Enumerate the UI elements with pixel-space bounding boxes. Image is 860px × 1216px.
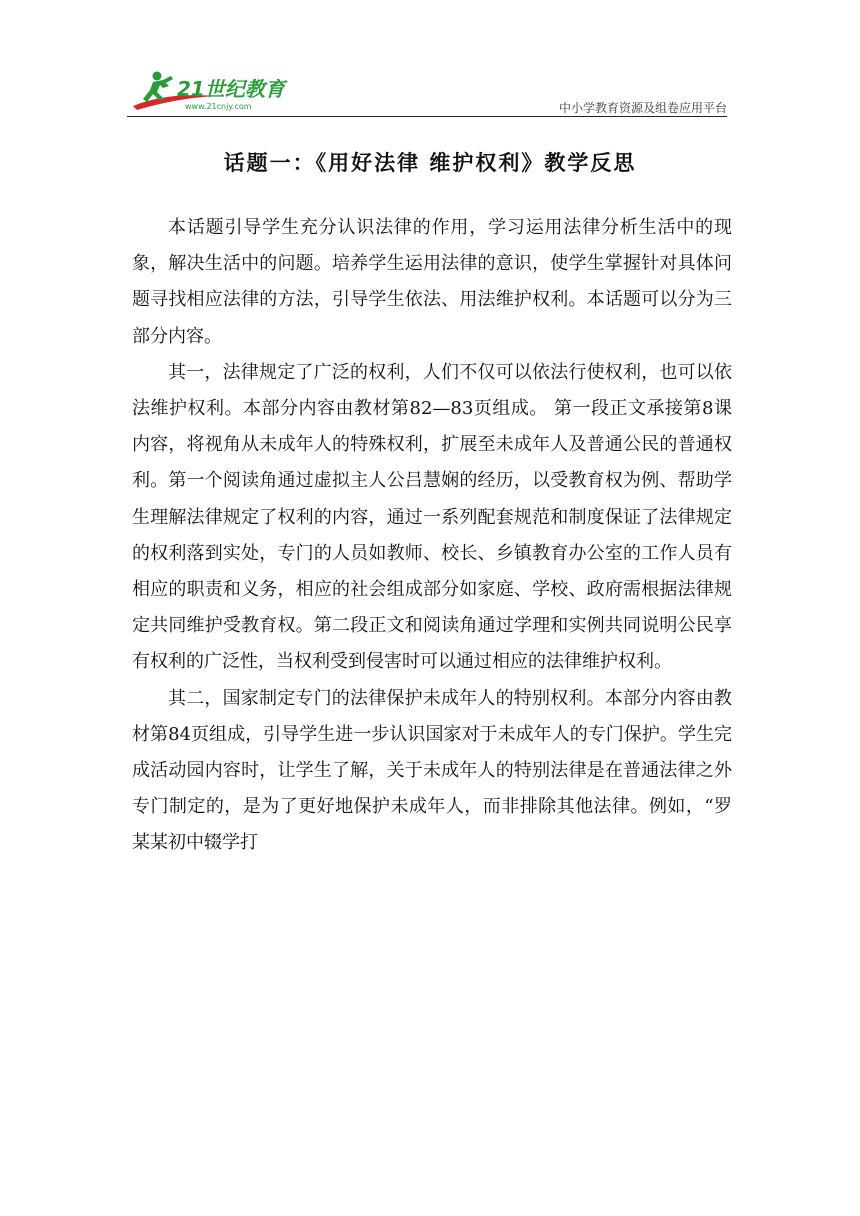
logo-url: www.21cnjy.com bbox=[185, 102, 252, 111]
header-tagline: 中小学教育资源及组卷应用平台 bbox=[558, 101, 727, 115]
document-title: 话题一：《用好法律 维护权利》教学反思 bbox=[223, 150, 637, 175]
paragraph: 其二，国家制定专门的法律保护未成年人的特别权利。本部分内容由教材第84页组成，引导学生进一步认识国家对于未成年人的专门保护。学生完成活动园内容时，让学生了解，关于未成年人的特别法律是在普通法律之外专门制定的，是为了更好地保护未成年人，而非排除其他法律。例如，“罗某某初中辍学打 bbox=[132, 687, 732, 854]
document-body bbox=[132, 210, 732, 862]
logo-wordmark: 21世纪教育 bbox=[177, 77, 285, 101]
page-header bbox=[127, 66, 727, 118]
paragraph: 其一，法律规定了广泛的权利，人们不仅可以依法行使权利，也可以依法维护权利。本部分内容由教材第82—83页组成。 第一段正文承接第8课内容，将视角从未成年人的特殊权利，扩展至未成年人及普通公民的普通权利。第一个阅读角通过虚拟主人公吕慧娴的经历，以受教育权为例、帮助学生理解法律规定了权利的内容，通过一系列配套规范和制度保证了法律规定的权利落到实处，专门的人员如教师、校长、乡镇教育办公室的工作人员有相应的职责和义务，相应的社会组成部分如家庭、学校、政府需根据法律规定共同维护受教育权。第二段正文和阅读角通过学理和实例共同说明公民享有权利的广泛性，当权利受到侵害时可以通过相应的法律维护权利。 bbox=[132, 361, 732, 673]
logo-21cnjy bbox=[127, 66, 297, 116]
header-divider bbox=[127, 116, 727, 117]
paragraph: 本话题引导学生充分认识法律的作用，学习运用法律分析生活中的现象，解决生活中的问题。培养学生运用法律的意识，使学生掌握针对具体问题寻找相应法律的方法，引导学生依法、用法维护权利。本话题可以分为三部分内容。 bbox=[132, 217, 732, 347]
